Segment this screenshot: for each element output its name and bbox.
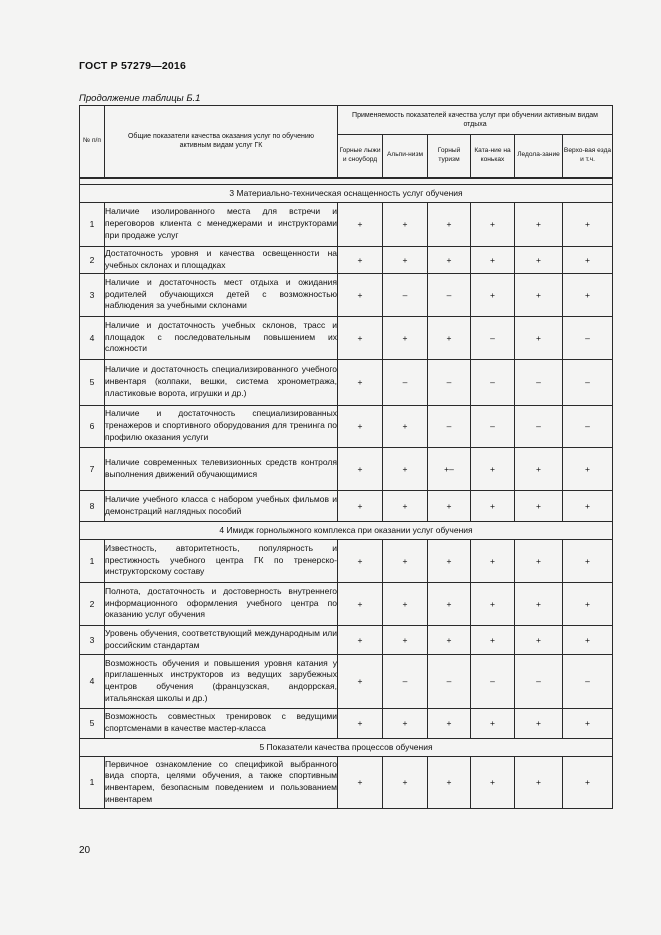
applicability-mark: + bbox=[338, 708, 383, 738]
applicability-mark: + bbox=[383, 708, 428, 738]
row-number: 1 bbox=[80, 756, 105, 808]
page-number: 20 bbox=[79, 845, 91, 856]
applicability-mark: – bbox=[383, 654, 428, 708]
indicator-description: Полнота, достаточность и достоверность внутреннего информационного оформления учебного центра по оказанию услуг обучения bbox=[105, 582, 338, 625]
applicability-mark: + bbox=[563, 202, 613, 246]
section-row bbox=[80, 521, 613, 539]
applicability-mark: + bbox=[383, 756, 428, 808]
section-title: 3 Материально-техническая оснащенность услуг обучения bbox=[80, 184, 613, 202]
table-row bbox=[80, 625, 613, 654]
row-number: 2 bbox=[80, 246, 105, 273]
table-row bbox=[80, 202, 613, 246]
applicability-mark: + bbox=[471, 273, 515, 316]
section-row bbox=[80, 738, 613, 756]
applicability-mark: – bbox=[563, 316, 613, 359]
indicator-description: Наличие современных телевизионных средств контроля выполнения движений обучающимися bbox=[105, 447, 338, 490]
applicability-mark: – bbox=[563, 359, 613, 405]
applicability-mark: + bbox=[563, 273, 613, 316]
table-row bbox=[80, 405, 613, 447]
table-row bbox=[80, 539, 613, 582]
applicability-mark: + bbox=[563, 246, 613, 273]
applicability-mark: + bbox=[338, 202, 383, 246]
header-column-6: Верхо-вая езда и т.ч. bbox=[563, 135, 613, 178]
applicability-mark: +– bbox=[428, 447, 471, 490]
applicability-mark: + bbox=[383, 490, 428, 521]
applicability-mark: + bbox=[471, 490, 515, 521]
applicability-mark: + bbox=[383, 582, 428, 625]
applicability-mark: + bbox=[515, 316, 563, 359]
applicability-mark: + bbox=[428, 582, 471, 625]
applicability-mark: + bbox=[471, 539, 515, 582]
applicability-mark: + bbox=[338, 405, 383, 447]
applicability-mark: – bbox=[515, 654, 563, 708]
table-row bbox=[80, 490, 613, 521]
table-row bbox=[80, 708, 613, 738]
row-number: 7 bbox=[80, 447, 105, 490]
applicability-mark: + bbox=[428, 490, 471, 521]
applicability-mark: + bbox=[383, 539, 428, 582]
applicability-mark: + bbox=[515, 708, 563, 738]
row-number: 3 bbox=[80, 625, 105, 654]
applicability-mark: + bbox=[515, 246, 563, 273]
row-number: 1 bbox=[80, 202, 105, 246]
applicability-mark: + bbox=[383, 405, 428, 447]
indicator-description: Наличие и достаточность специализированного учебного инвентаря (колпаки, вешки, система хронометража, пластиковые ворота, игрушки и др.) bbox=[105, 359, 338, 405]
table-row bbox=[80, 246, 613, 273]
applicability-mark: – bbox=[471, 654, 515, 708]
applicability-mark: + bbox=[338, 359, 383, 405]
applicability-mark: + bbox=[515, 202, 563, 246]
section-title: 4 Имидж горнолыжного комплекса при оказании услуг обучения bbox=[80, 521, 613, 539]
applicability-mark: + bbox=[515, 539, 563, 582]
applicability-mark: + bbox=[338, 654, 383, 708]
indicator-description: Уровень обучения, соответствующий международным или российским стандартам bbox=[105, 625, 338, 654]
applicability-mark: – bbox=[428, 405, 471, 447]
applicability-mark: + bbox=[428, 539, 471, 582]
header-column-1: Горные лыжи и сноуборд bbox=[338, 135, 383, 178]
row-number: 5 bbox=[80, 708, 105, 738]
applicability-mark: + bbox=[515, 625, 563, 654]
applicability-mark: + bbox=[515, 273, 563, 316]
table-continuation-caption: Продолжение таблицы Б.1 bbox=[79, 93, 201, 104]
table-row bbox=[80, 654, 613, 708]
applicability-mark: + bbox=[338, 539, 383, 582]
applicability-mark: – bbox=[383, 273, 428, 316]
applicability-mark: + bbox=[563, 447, 613, 490]
table-row bbox=[80, 447, 613, 490]
applicability-mark: + bbox=[383, 316, 428, 359]
applicability-mark: + bbox=[471, 625, 515, 654]
applicability-mark: – bbox=[471, 316, 515, 359]
indicator-description: Известность, авторитетность, популярность и престижность учебного центра ГК по тренерско-инструкторскому составу bbox=[105, 539, 338, 582]
applicability-mark: + bbox=[471, 708, 515, 738]
section-row bbox=[80, 184, 613, 202]
indicator-description: Достаточность уровня и качества освещенности на учебных склонах и площадках bbox=[105, 246, 338, 273]
table-body bbox=[80, 184, 613, 808]
row-number: 3 bbox=[80, 273, 105, 316]
section-title: 5 Показатели качества процессов обучения bbox=[80, 738, 613, 756]
applicability-mark: – bbox=[428, 359, 471, 405]
table-row bbox=[80, 273, 613, 316]
table-row bbox=[80, 756, 613, 808]
row-number: 1 bbox=[80, 539, 105, 582]
applicability-mark: + bbox=[515, 582, 563, 625]
row-number: 8 bbox=[80, 490, 105, 521]
indicator-description: Наличие изолированного места для встречи и переговоров клиента с менеджерами и инструкторами при продаже услуг bbox=[105, 202, 338, 246]
table-row bbox=[80, 582, 613, 625]
applicability-mark: + bbox=[338, 246, 383, 273]
applicability-mark: + bbox=[515, 490, 563, 521]
applicability-mark: + bbox=[563, 582, 613, 625]
row-number: 4 bbox=[80, 654, 105, 708]
header-column-4: Ката-ние на коньках bbox=[471, 135, 515, 178]
applicability-mark: + bbox=[563, 708, 613, 738]
row-number: 6 bbox=[80, 405, 105, 447]
applicability-mark: – bbox=[428, 654, 471, 708]
applicability-mark: + bbox=[428, 246, 471, 273]
header-num: № п/п bbox=[80, 106, 105, 178]
applicability-mark: + bbox=[471, 582, 515, 625]
applicability-mark: – bbox=[515, 405, 563, 447]
applicability-mark: + bbox=[563, 490, 613, 521]
indicator-description: Возможность совместных тренировок с ведущими спортсменами в качестве мастер-класса bbox=[105, 708, 338, 738]
row-number: 4 bbox=[80, 316, 105, 359]
applicability-mark: + bbox=[428, 625, 471, 654]
indicator-description: Наличие и достаточность специализированных тренажеров и спортивного оборудования для тренинга по профилю оказания услуги bbox=[105, 405, 338, 447]
applicability-mark: + bbox=[471, 202, 515, 246]
header-general-indicators: Общие показатели качества оказания услуг по обучению активным видам услуг ГК bbox=[105, 106, 338, 178]
applicability-mark: – bbox=[471, 359, 515, 405]
applicability-mark: + bbox=[338, 582, 383, 625]
applicability-mark: + bbox=[383, 202, 428, 246]
header-column-5: Ледола-зание bbox=[515, 135, 563, 178]
applicability-mark: + bbox=[428, 202, 471, 246]
applicability-mark: + bbox=[428, 708, 471, 738]
applicability-mark: + bbox=[471, 756, 515, 808]
applicability-mark: + bbox=[428, 756, 471, 808]
header-applicability: Применяемость показателей качества услуг при обучении активным видам отдыха bbox=[338, 106, 613, 135]
applicability-mark: + bbox=[338, 316, 383, 359]
applicability-mark: + bbox=[471, 246, 515, 273]
applicability-mark: + bbox=[471, 447, 515, 490]
applicability-mark: + bbox=[563, 539, 613, 582]
applicability-mark: + bbox=[428, 316, 471, 359]
row-number: 2 bbox=[80, 582, 105, 625]
document-title: ГОСТ Р 57279—2016 bbox=[79, 60, 187, 72]
header-column-2: Альпи-низм bbox=[383, 135, 428, 178]
table-row bbox=[80, 316, 613, 359]
applicability-mark: + bbox=[563, 625, 613, 654]
applicability-mark: + bbox=[338, 625, 383, 654]
applicability-mark: – bbox=[383, 359, 428, 405]
applicability-mark: + bbox=[515, 447, 563, 490]
applicability-mark: + bbox=[338, 756, 383, 808]
applicability-mark: + bbox=[338, 490, 383, 521]
indicator-description: Наличие и достаточность учебных склонов, трасс и площадок с последовательным повышением их сложности bbox=[105, 316, 338, 359]
applicability-mark: – bbox=[563, 654, 613, 708]
indicator-description: Наличие и достаточность мест отдыха и ожидания родителей обучающихся детей с возможностью наблюдения за учебными склонами bbox=[105, 273, 338, 316]
applicability-mark: – bbox=[471, 405, 515, 447]
table-row bbox=[80, 359, 613, 405]
applicability-mark: + bbox=[383, 447, 428, 490]
applicability-mark: + bbox=[383, 625, 428, 654]
applicability-mark: + bbox=[383, 246, 428, 273]
indicator-description: Возможность обучения и повышения уровня катания у приглашенных инструкторов из ведущих зарубежных центров обучения (французская, андоррская, итальянская школы и др.) bbox=[105, 654, 338, 708]
applicability-mark: – bbox=[563, 405, 613, 447]
applicability-mark: + bbox=[338, 447, 383, 490]
row-number: 5 bbox=[80, 359, 105, 405]
indicator-description: Наличие учебного класса с набором учебных фильмов и демонстраций наглядных пособий bbox=[105, 490, 338, 521]
applicability-mark: + bbox=[515, 756, 563, 808]
applicability-mark: + bbox=[563, 756, 613, 808]
applicability-mark: – bbox=[428, 273, 471, 316]
indicator-description: Первичное ознакомление со спецификой выбранного вида спорта, целями обучения, а также спортивным инвентарем, безопасным поведением и пользованием инвентарем bbox=[105, 756, 338, 808]
quality-indicators-table bbox=[79, 105, 613, 809]
applicability-mark: – bbox=[515, 359, 563, 405]
applicability-mark: + bbox=[338, 273, 383, 316]
header-column-3: Горный туризм bbox=[428, 135, 471, 178]
